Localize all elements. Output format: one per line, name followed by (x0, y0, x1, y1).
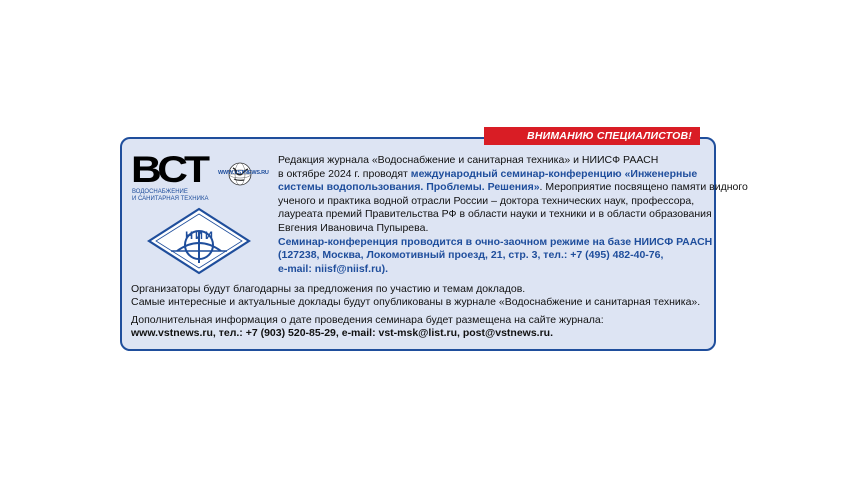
attention-banner: ВНИМАНИЮ СПЕЦИАЛИСТОВ! (484, 127, 700, 145)
main-line-9: e-mail: niisf@niisf.ru). (278, 262, 388, 275)
main-line-4: ученого и практика водной отрасли России – доктора технических наук, профессора, (278, 194, 695, 207)
main-line-5: лауреата премий Правительства РФ в области науки и техники и в области образования (278, 208, 712, 221)
bottom-line-1: Организаторы будут благодарны за предложения по участию и темам докладов. (131, 283, 526, 295)
vst-logo-line2: И САНИТАРНАЯ ТЕХНИКА (132, 196, 209, 202)
bottom-line-3: Дополнительная информация о дате проведения семинара будет размещена на сайте журнала: (131, 314, 604, 326)
main-line-1: Редакция журнала «Водоснабжение и санитарная техника» и НИИСФ РААСН (278, 154, 659, 166)
main-line-2 (278, 168, 748, 182)
vst-logo (131, 151, 221, 203)
main-line-2-plain: в октябре 2024 г. проводят (278, 167, 411, 180)
bottom-line-2: Самые интересные и актуальные доклады будут опубликованы в журнале «Водоснабжение и санитарная техника». (131, 296, 701, 308)
vst-logo-line1: ВОДОСНАБЖЕНИЕ (132, 189, 188, 195)
main-line-8: (127238, Москва, Локомотивный проезд, 21, стр. 3, тел.: +7 (495) 482-40-76, (278, 249, 664, 262)
main-line-7: Семинар-конференция проводится в очно-заочном режиме на базе НИИСФ РААСН (278, 235, 713, 248)
main-line-6: Евгения Ивановича Пупырева. (278, 221, 429, 234)
main-line-2-highlight: международный семинар-конференцию «Инженерные (410, 167, 698, 180)
main-line-3-plain: . Мероприятие посвящено памяти видного (539, 181, 748, 194)
main-line-3 (278, 181, 748, 195)
vst-logo-subtitle (132, 189, 242, 203)
vst-logo-letters: ВСТ (131, 149, 208, 190)
main-line-3-highlight: системы водопользования. Проблемы. Решения» (278, 181, 540, 194)
vst-site-label: WWW.VSTNEWS.RU (218, 170, 269, 176)
contacts-line[interactable]: www.vstnews.ru, тел.: +7 (903) 520-85-29, e-mail: vst-msk@list.ru, post@vstnews.ru. (131, 327, 554, 339)
announcement-main-text (278, 154, 748, 276)
nii-logo-letters: НИИ (185, 230, 215, 242)
